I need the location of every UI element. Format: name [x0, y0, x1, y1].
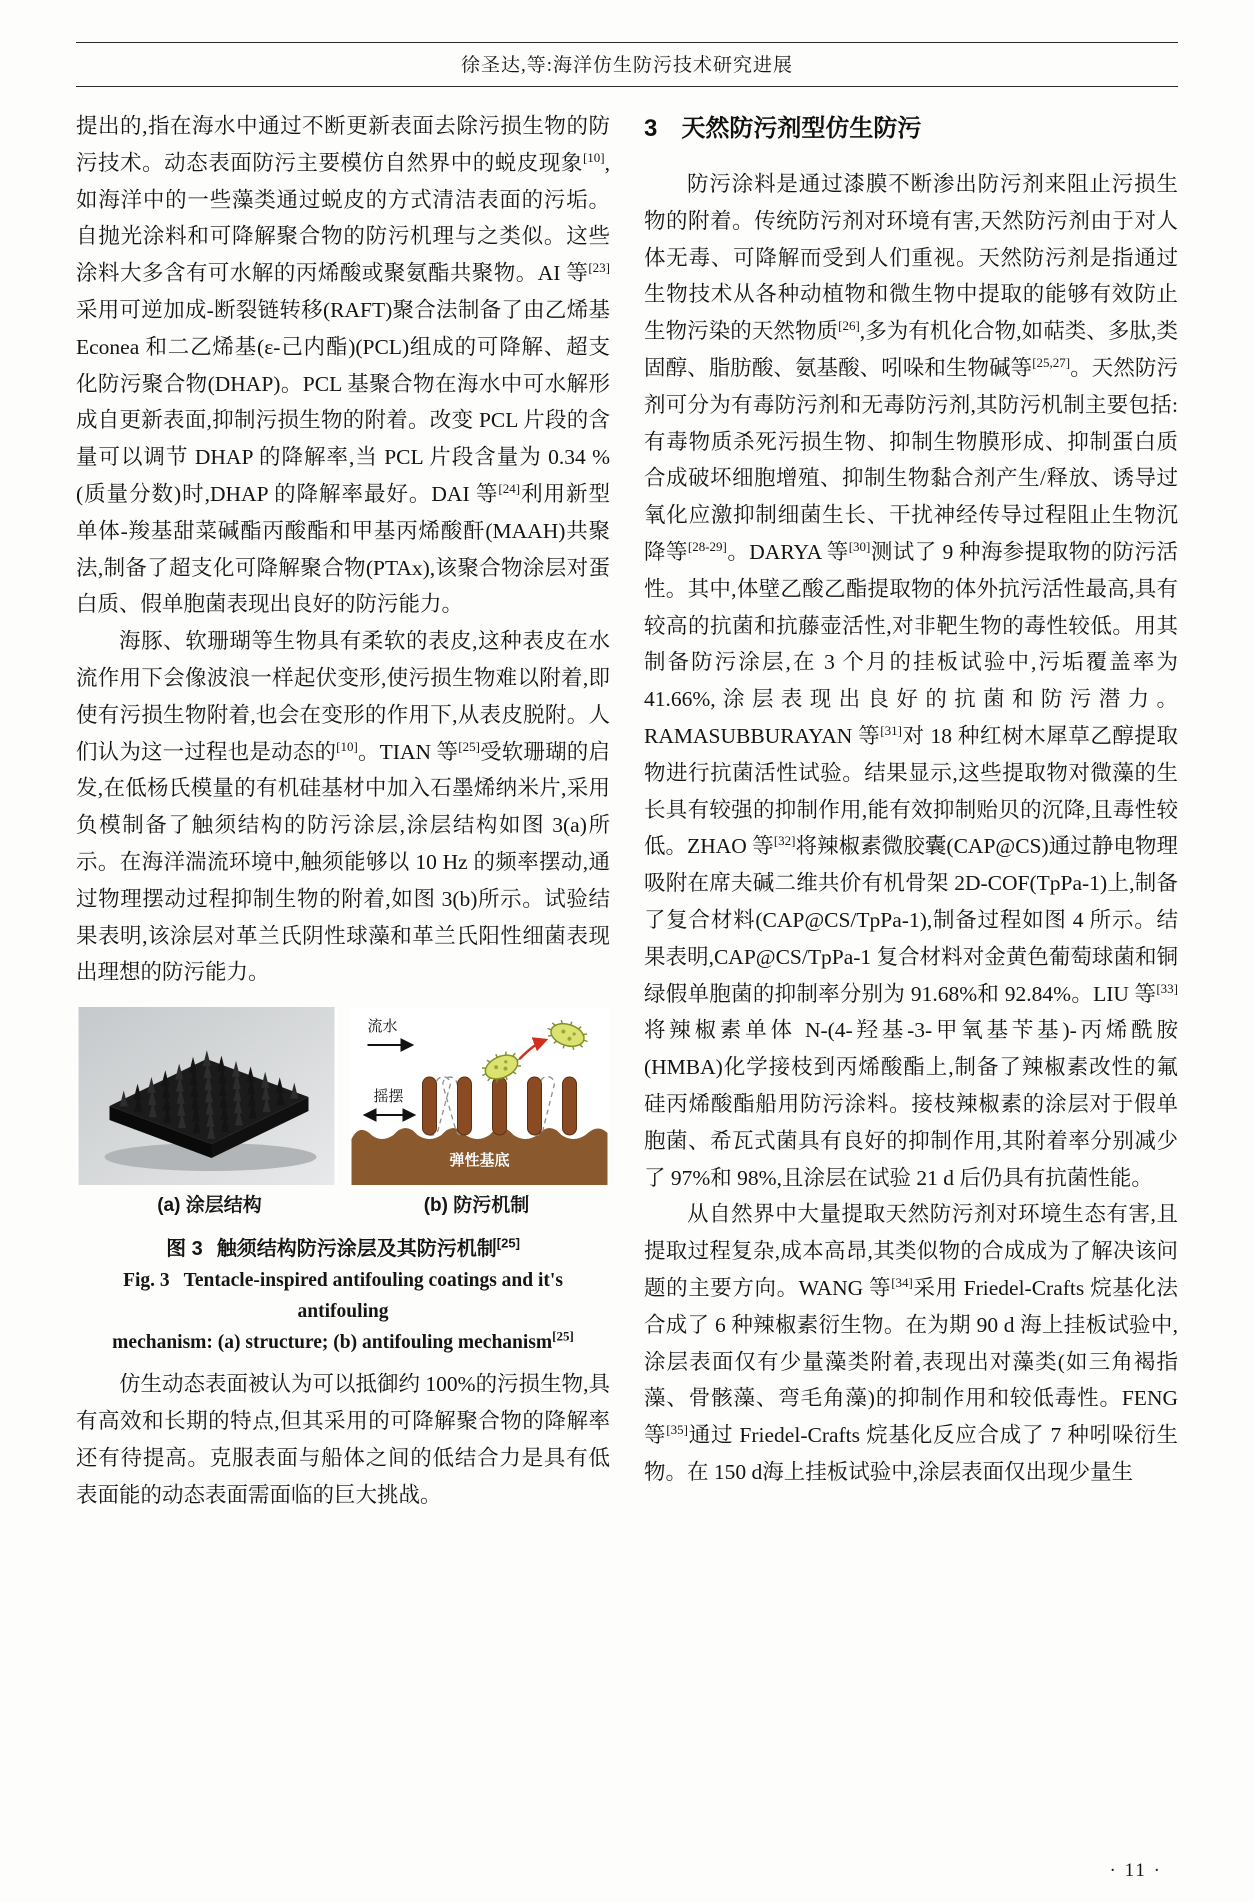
paragraph: 海豚、软珊瑚等生物具有柔软的表皮,这种表皮在水流作用下会像波浪一样起伏变形,使污损生物难以附着,即使有污损生物附着,也会在变形的作用下,从表皮脱附。人们认为这一过程也是动态的[10]。TIAN 等[25]受软珊瑚的启发,在低杨氏模量的有机硅基材中加入石墨烯纳米片,采用负模制备了触须结构的防污涂层,涂层结构如图 3(a)所示。在海洋湍流环境中,触须能够以 10 Hz 的频率摆动,通过物理摆动过程抑制生物的附着,如图 3(b)所示。试验结果表明,该涂层对革兰氏阴性球藻和革兰氏阳性细菌表现出理想的防污能力。: [76, 629, 610, 985]
figure-3a-image: [76, 1007, 337, 1185]
paragraph: 从自然界中大量提取天然防污剂对环境生态有害,且提取过程复杂,成本高昂,其类似物的合成成为了解决该问题的主要方向。WANG 等[34]采用 Friedel-Crafts 烷基化法合成了 6 种辣椒素衍生物。在为期 90 d 海上挂板试验中,涂层表面仅有少量藻类附着,表现出对藻类(如三角褐指藻、骨骸藻、弯毛角藻)的抑制作用和较低毒性。FENG 等[35]通过 Friedel-Crafts 烷基化反应合成了 7 种吲哚衍生物。在 150 d海上挂板试验中,涂层表面仅出现少量生: [644, 1202, 1178, 1484]
running-header: 徐圣达,等:海洋仿生防污技术研究进展: [76, 42, 1178, 87]
figure-caption-zh-text: 触须结构防污涂层及其防污机制[25]: [216, 1235, 520, 1261]
subcaption-b: (b) 防污机制: [423, 1195, 530, 1217]
figure-3-subcaptions: [76, 1193, 610, 1219]
coating-structure-photo: [76, 1007, 337, 1185]
figure-3: [76, 1007, 610, 1358]
figure-3-images: [76, 1007, 610, 1185]
page-number: · 11 ·: [1109, 1860, 1162, 1881]
figure-3b-image: [349, 1007, 610, 1185]
left-column: [76, 108, 610, 1513]
paragraph: 仿生动态表面被认为可以抵御约 100%的污损生物,具有高效和长期的特点,但其采用的可降解聚合物的降解率还有待提高。克服表面与船体之间的低结合力是具有低表面能的动态表面需面临的巨大挑战。: [76, 1372, 610, 1507]
figure-caption-zh: [76, 1233, 610, 1265]
figure-number-en: Fig. 3: [123, 1270, 170, 1292]
antifouling-mechanism-diagram: [349, 1007, 610, 1185]
subcaption-a: (a) 涂层结构: [157, 1195, 262, 1217]
two-column-body: [76, 108, 1178, 1513]
section-number: 3: [644, 115, 658, 142]
flow-water-label: 流水: [367, 1018, 398, 1036]
section-title: 天然防污剂型仿生防污: [681, 115, 922, 142]
figure-caption-en-line2: mechanism: (a) structure; (b) antifouling mechanism[25]: [112, 1328, 574, 1354]
paragraph: 防污涂料是通过漆膜不断渗出防污剂来阻止污损生物的附着。传统防污剂对环境有害,天然防污剂由于对人体无毒、可降解而受到人们重视。天然防污剂是指通过生物技术从各种动植物和微生物中提取的能够有效防止生物污染的天然物质[26],多为有机化合物,如萜类、多肽,类固醇、脂肪酸、氨基酸、吲哚和生物碱等[25,27]。天然防污剂可分为有毒防污剂和无毒防污剂,其防污机制主要包括:有毒物质杀死污损生物、抑制生物膜形成、抑制蛋白质合成破坏细胞增殖、抑制生物黏合剂产生/释放、诱导过氧化应激抑制细菌生长、干扰神经传导过程阻止生物沉降等[28-29]。DARYA 等[30]测试了 9 种海参提取物的防污活性。其中,体壁乙酸乙酯提取物的体外抗污活性最高,具有较高的抗菌和抗藤壶活性,对非靶生物的毒性较低。用其制备防污涂层,在 3 个月的挂板试验中,污垢覆盖率为 41.66%,涂层表现出良好的抗菌和防污潜力。RAMASUBBURAYAN 等[31]对 18 种红树木犀草乙醇提取物进行抗菌活性试验。结果显示,这些提取物对微藻的生长具有较强的抑制作用,能有效抑制贻贝的沉降,且毒性较低。ZHAO 等[32]将辣椒素微胶囊(CAP@CS)通过静电物理吸附在席夫碱二维共价有机骨架 2D-COF(TpPa-1)上,制备了复合材料(CAP@CS/TpPa-1),制备过程如图 4 所示。结果表明,CAP@CS/TpPa-1 复合材料对金黄色葡萄球菌和铜绿假单胞菌的抑制率分别为 91.68%和 92.84%。LIU 等[33]将辣椒素单体 N-(4-羟基-3-甲氧基苄基)-丙烯酰胺(HMBA)化学接枝到丙烯酸酯上,制备了辣椒素改性的氟硅丙烯酸酯船用防污涂料。接枝辣椒素的涂层对于假单胞菌、希瓦式菌具有良好的抑制作用,其附着率分别减少了 97%和 98%,且涂层在试验 21 d 后仍具有抗菌性能。: [644, 172, 1178, 1190]
elastic-substrate-label: 弹性基底: [449, 1152, 510, 1170]
figure-caption-en-line1: [76, 1265, 610, 1327]
section-heading: [644, 112, 1178, 146]
sway-label: 摇摆: [373, 1088, 404, 1106]
figure-caption-en-text1: Tentacle-inspired antifouling coatings and it's antifouling: [183, 1270, 563, 1323]
right-column: [644, 108, 1178, 1513]
figure-number-zh: 图 3: [166, 1238, 203, 1261]
paragraph: 提出的,指在海水中通过不断更新表面去除污损生物的防污技术。动态表面防污主要模仿自然界中的蜕皮现象[10],如海洋中的一些藻类通过蜕皮的方式清洁表面的污垢。自抛光涂料和可降解聚合物的防污机理与之类似。这些涂料大多含有可水解的丙烯酸或聚氨酯共聚物。AI 等[23]采用可逆加成-断裂链转移(RAFT)聚合法制备了由乙烯基 Econea 和二乙烯基(ε-己内酯)(PCL)组成的可降解、超支化防污聚合物(DHAP)。PCL 基聚合物在海水中可水解形成自更新表面,抑制污损生物的附着。改变 PCL 片段的含量可以调节 DHAP 的降解率,当 PCL 片段含量为 0.34 %(质量分数)时,DHAP 的降解率最好。DAI 等[24]利用新型单体-羧基甜菜碱酯丙酸酯和甲基丙烯酸酐(MAAH)共聚法,制备了超支化可降解聚合物(PTAx),该聚合物涂层对蛋白质、假单胞菌表现出良好的防污能力。: [76, 114, 610, 617]
